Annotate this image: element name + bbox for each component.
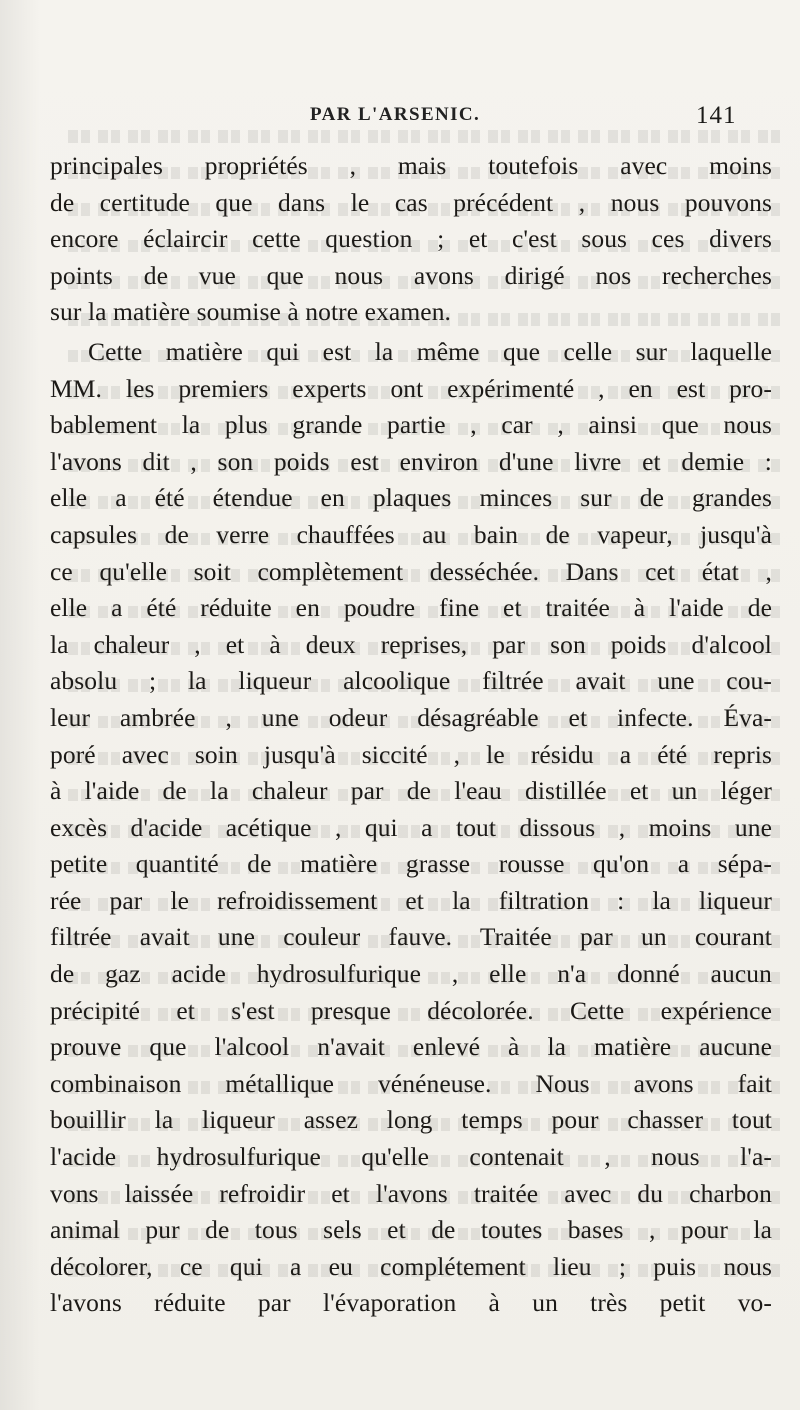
- text-line: rée par le refroidissement et la filtration : la liqueur: [50, 885, 772, 915]
- text-line: leur ambrée , une odeur désagréable et infecte. Éva-: [50, 702, 772, 732]
- text-line: prouve que l'alcool n'avait enlevé à la matière aucune: [50, 1032, 772, 1062]
- text-line: la chaleur , et à deux reprises, par son poids d'alcool: [50, 629, 772, 659]
- page-number: 141: [696, 102, 737, 129]
- paragraph: [50, 148, 772, 331]
- text-line: encore éclaircir cette question ; et c'est sous ces divers: [50, 224, 772, 254]
- running-head: PAR L'ARSENIC.: [310, 104, 481, 125]
- text-line: poré avec soin jusqu'à siccité , le résidu a été repris: [50, 739, 772, 769]
- body-text: [50, 148, 772, 1322]
- text-line: de certitude que dans le cas précédent , nous pouvons: [50, 187, 772, 217]
- text-line: excès d'acide acétique , qui a tout dissous , moins une: [50, 812, 772, 842]
- text-line: l'avons dit , son poids est environ d'une livre et demie :: [50, 446, 772, 476]
- text-line: elle a été réduite en poudre fine et traitée à l'aide de: [50, 593, 772, 623]
- text-line: absolu ; la liqueur alcoolique filtrée avait une cou-: [50, 666, 772, 696]
- text-line: l'avons réduite par l'évaporation à un très petit vo-: [50, 1288, 772, 1318]
- text-line: à l'aide de la chaleur par de l'eau distillée et un léger: [50, 776, 772, 806]
- page-header: [0, 104, 800, 134]
- text-line: de gaz acide hydrosulfurique , elle n'a donné aucun: [50, 959, 772, 989]
- text-line: elle a été étendue en plaques minces sur de grandes: [50, 483, 772, 513]
- text-line: l'acide hydrosulfurique qu'elle contenait , nous l'a-: [50, 1142, 772, 1172]
- text-line: sur la matière soumise à notre examen.: [50, 297, 452, 327]
- text-line: petite quantité de matière grasse rousse qu'on a sépa-: [50, 849, 772, 879]
- text-line: bablement la plus grande partie , car , ainsi que nous: [50, 410, 772, 440]
- text-line: principales propriétés , mais toutefois avec moins: [50, 151, 772, 180]
- text-line: précipité et s'est presque décolorée. Cette expérience: [50, 995, 772, 1025]
- text-line: capsules de verre chauffées au bain de vapeur, jusqu'à: [50, 519, 772, 549]
- text-line: vons laissée refroidir et l'avons traitée avec du charbon: [50, 1178, 772, 1208]
- text-line: MM. les premiers experts ont expérimenté , en est pro-: [50, 373, 772, 403]
- paragraph: [50, 334, 772, 1322]
- text-line: ce qu'elle soit complètement desséchée. Dans cet état ,: [50, 556, 772, 586]
- text-line: animal pur de tous sels et de toutes bases , pour la: [50, 1215, 772, 1245]
- text-line: points de vue que nous avons dirigé nos recherches: [50, 260, 772, 290]
- text-line: filtrée avait une couleur fauve. Traitée par un courant: [50, 922, 772, 952]
- text-line: décolorer, ce qui a eu complétement lieu ; puis nous: [50, 1251, 772, 1281]
- text-line: bouillir la liqueur assez long temps pour chasser tout: [50, 1105, 772, 1135]
- text-line: Cette matière qui est la même que celle sur laquelle: [88, 336, 772, 366]
- text-line: combinaison métallique vénéneuse. Nous avons fait: [50, 1068, 772, 1098]
